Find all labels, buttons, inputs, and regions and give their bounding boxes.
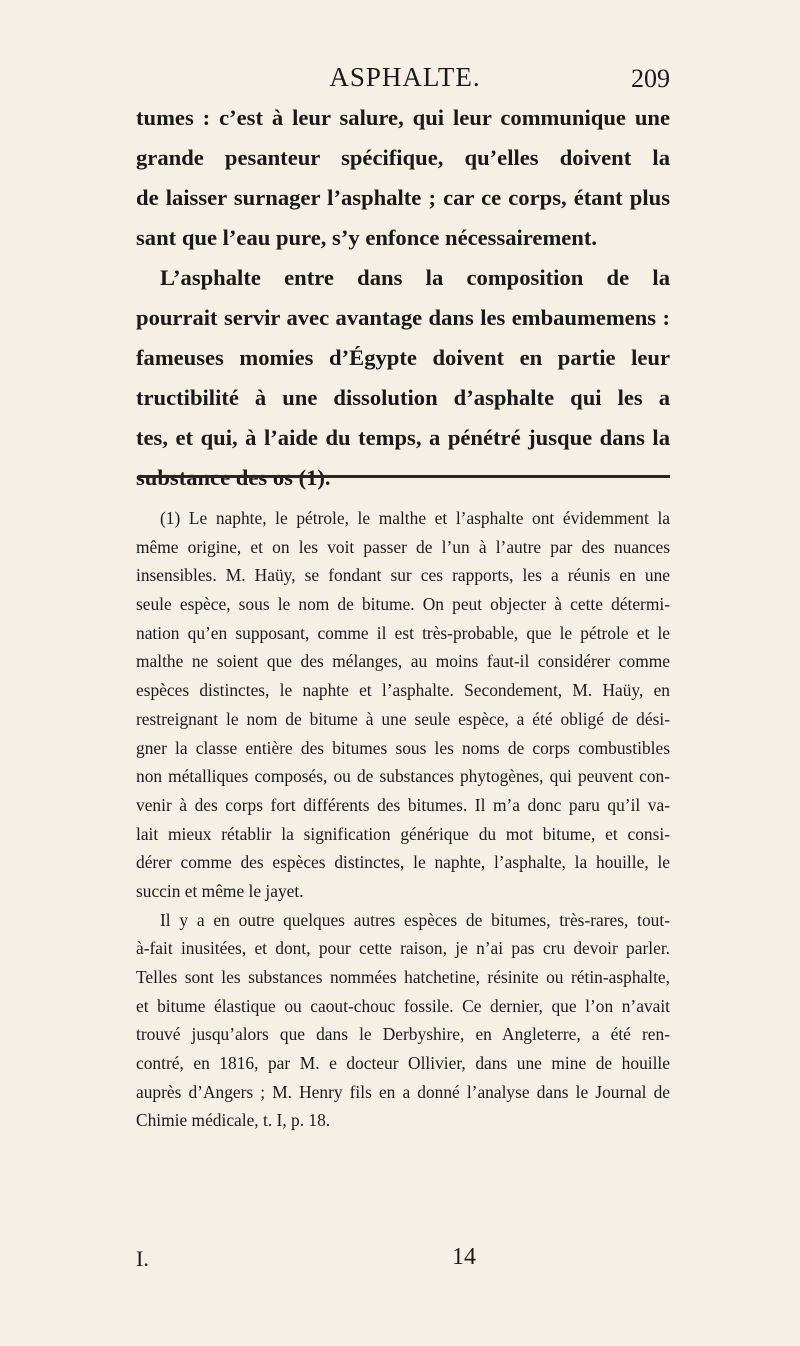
footnote <box>136 504 670 1135</box>
running-head <box>140 62 670 96</box>
footnote-separator-rule <box>138 475 670 478</box>
main-text-line: grande pesanteur spécifique, qu’elles doivent la <box>136 145 670 170</box>
footnote-line: insensibles. M. Haüy, se fondant sur ces rapports, les a réunis en une <box>136 565 670 586</box>
main-text-line: fameuses momies d’Égypte doivent en partie leur <box>136 345 670 370</box>
footnote-line: restreignant le nom de bitume à une seule espèce, a été obligé de dési- <box>136 708 670 729</box>
main-text <box>136 98 670 498</box>
main-text-line: de laisser surnager l’asphalte ; car ce corps, étant plus <box>136 185 670 210</box>
footnote-line: contré, en 1816, par M. e docteur Ollivier, dans une mine de houille <box>136 1053 670 1074</box>
page-number: 209 <box>631 64 670 93</box>
footnote-line: trouvé jusqu’alors que dans le Derbyshire, en Angleterre, a été ren- <box>136 1024 670 1045</box>
running-title: ASPHALTE. <box>329 62 481 92</box>
signature-mark: I. <box>136 1246 149 1271</box>
footnote-line: espèces distinctes, le naphte et l’asphalte. Secondement, M. Haüy, en <box>136 680 670 701</box>
footnote-line: Chimie médicale, t. I, p. 18. <box>136 1110 331 1131</box>
signature-line <box>136 1246 670 1278</box>
main-text-line: L’asphalte entre dans la composition de la <box>160 265 670 290</box>
footnote-line: nation qu’en supposant, comme il est très-probable, que le pétrole et le <box>136 622 670 643</box>
footnote-line: dérer comme des espèces distinctes, le naphte, l’asphalte, la houille, le <box>136 852 670 873</box>
footnote-line: gner la classe entière des bitumes sous les noms de corps combustibles <box>136 737 670 758</box>
footnote-line: Telles sont les substances nommées hatchetine, résinite ou rétin-asphalte, <box>136 967 670 987</box>
footnote-line: même origine, et on les voit passer de l’un à l’autre par des nuances <box>136 536 670 557</box>
main-text-line: tumes : c’est à leur salure, qui leur communique une <box>136 105 670 130</box>
footnote-line: succin et même le jayet. <box>136 880 304 901</box>
signature-number: 14 <box>452 1244 476 1270</box>
footnote-line: (1) Le naphte, le pétrole, le malthe et l’asphalte ont évidemment la <box>160 508 670 528</box>
footnote-line: Il y a en outre quelques autres espèces de bitumes, très-rares, tout- <box>160 909 670 930</box>
footnote-line: venir à des corps fort différents des bitumes. Il m’a donc paru qu’il va- <box>136 794 670 815</box>
main-text-line: tructibilité à une dissolution d’asphalte qui les a <box>136 385 670 410</box>
main-text-line: tes, et qui, à l’aide du temps, a pénétré jusque dans la <box>136 425 670 450</box>
main-text-line: substance des os (1). <box>136 465 331 490</box>
footnote-line: auprès d’Angers ; M. Henry fils en a donné l’analyse dans le Journal de <box>136 1081 670 1102</box>
footnote-line: lait mieux rétablir la signification générique du mot bitume, et consi- <box>136 823 670 844</box>
footnote-line: seule espèce, sous le nom de bitume. On peut objecter à cette détermi- <box>136 594 670 615</box>
footnote-line: malthe ne soient que des mélanges, au moins faut-il considérer comme <box>136 651 670 672</box>
main-text-line: sant que l’eau pure, s’y enfonce nécessairement. <box>136 225 598 250</box>
footnote-line: à-fait inusitées, et dont, pour cette raison, je n’ai pas cru devoir parler. <box>136 938 670 959</box>
footnote-line: et bitume élastique ou caout-chouc fossile. Ce dernier, que l’on n’avait <box>136 995 670 1016</box>
main-text-line: pourrait servir avec avantage dans les embaumemens : <box>136 305 670 330</box>
footnote-line: non métalliques composés, ou de substances phytogènes, qui peuvent con- <box>136 766 670 787</box>
